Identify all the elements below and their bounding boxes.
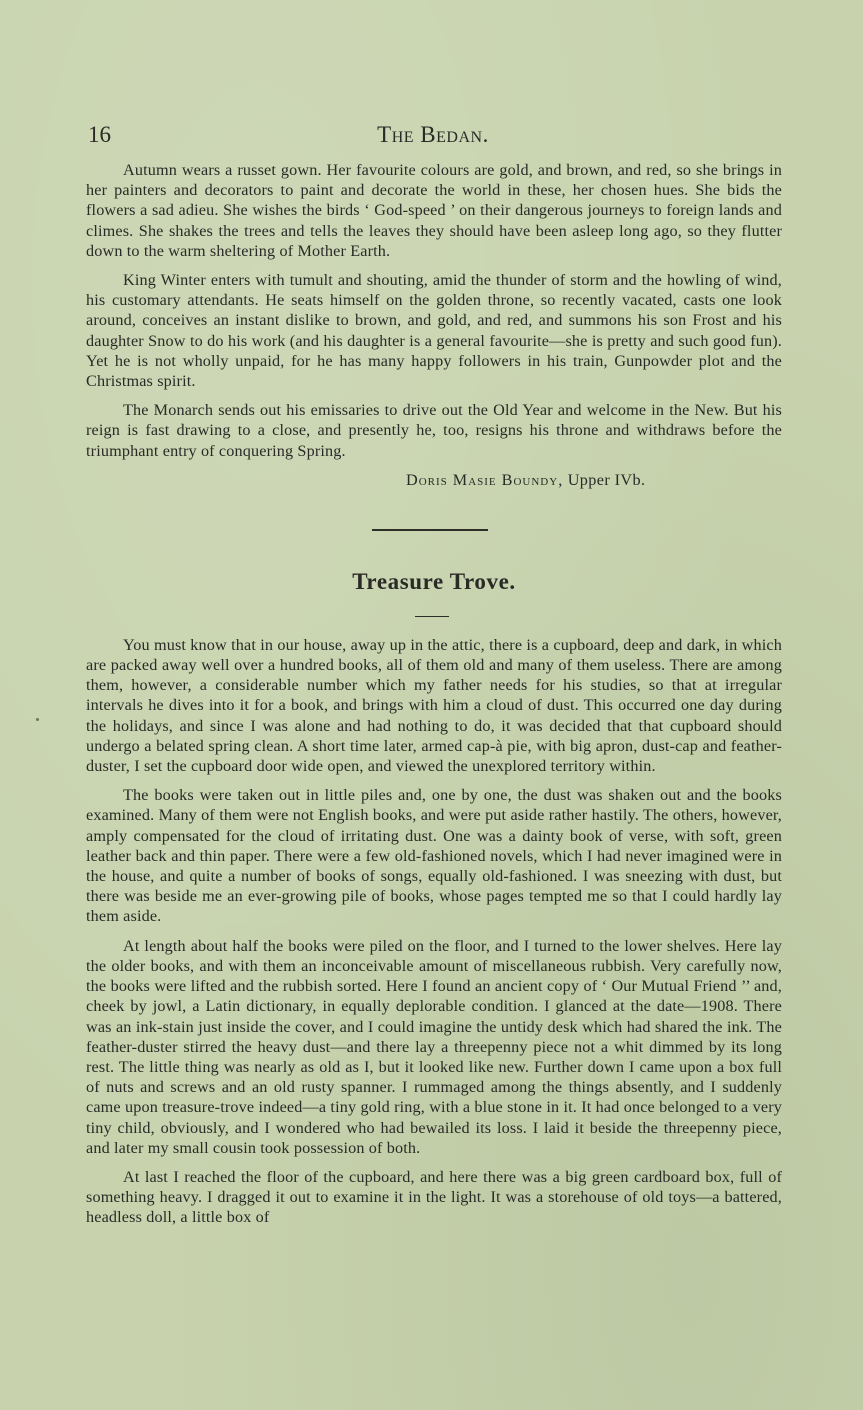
article-paragraph: The books were taken out in little piles and, one by one, the dust was shaken out and the books examined. Many of them were not English books, and were put aside rather hastily. The others, however, amply compensated for the cloud of irritating dust. One was a dainty book of verse, with soft, green leather back and thin paper. There were a few old-fashioned novels, which I had never imagined were in the house, and quite a number of books of songs, equally old-fashioned. I was sneezing with dust, but there was beside me an ever-growing pile of books, whose pages tempted me so that I could hardly lay them aside. xyxy=(86,786,782,926)
essay-paragraph: Autumn wears a russet gown. Her favourite colours are gold, and brown, and red, so she brings in her painters and decorators to paint and decorate the world in these, her chosen hues. She bids the flowers a sad adieu. She wishes the birds ‘ God-speed ’ on their dangerous journeys to foreign lands and climes. She shakes the trees and tells the leaves they should have been asleep long ago, so they flutter down to the warm sheltering of Mother Earth. xyxy=(86,161,782,260)
seasons-essay xyxy=(86,160,782,490)
article-title: Treasure Trove. xyxy=(352,568,516,594)
treasure-trove-article xyxy=(86,635,782,1228)
essay-paragraph: King Winter enters with tumult and shouting, amid the thunder of storm and the howling of wind, his customary attendants. He seats himself on the golden throne, so recently vacated, casts one look around, conceives an instant dislike to brown, and gold, and red, and summons his son Frost and his daughter Snow to do his work (and his daughter is a general favourite—she is pretty and such good fun). Yet he is not wholly unpaid, for he has many happy followers in his train, Gunpowder plot and the Christmas spirit. xyxy=(86,271,782,391)
section-divider xyxy=(372,529,488,531)
running-head xyxy=(88,122,778,154)
essay-paragraph: The Monarch sends out his emissaries to drive out the Old Year and welcome in the New. But his reign is fast drawing to a close, and presently he, too, resigns his throne and withdraws before the triumphant entry of conquering Spring. xyxy=(86,401,782,460)
author-form: Upper IVb. xyxy=(567,470,646,489)
journal-title: The Bedan. xyxy=(377,122,489,147)
page-number: 16 xyxy=(88,122,111,147)
article-paragraph: At length about half the books were piled on the floor, and I turned to the lower shelves. Here lay the older books, and with them an inconceivable amount of miscellaneous rubbish. Very carefully now, the books were lifted and the rubbish sorted. Here I found an ancient copy of ‘ Our Mutual Friend ’’ and, cheek by jowl, a Latin dictionary, in equally deplorable condition. I glanced at the date—1908. There was an ink-stain just inside the cover, and I could imagine the untidy desk which had shared the ink. The feather-duster stirred the heavy dust—and there lay a threepenny piece not a whit dimmed by its long rest. The little thing was nearly as old as I, but it looked like new. Further down I came upon a box full of nuts and screws and an old rusty spanner. I rummaged among the things absently, and I suddenly came upon treasure-trove indeed—a tiny gold ring, with a blue stone in it. It had once belonged to a very tiny child, obviously, and I wondered who had bewailed its loss. I laid it beside the threepenny piece, and later my small cousin took possession of both. xyxy=(86,936,782,1157)
article-paragraph: At last I reached the floor of the cupboard, and here there was a big green cardboard box, full of something heavy. I dragged it out to examine it in the light. It was a storehouse of old toys—a battered, headless doll, a little box of xyxy=(86,1167,782,1227)
page-body xyxy=(86,160,782,1237)
author-signature xyxy=(86,470,782,490)
article-paragraph: You must know that in our house, away up in the attic, there is a cupboard, deep and dark, in which are packed away well over a hundred books, all of them old and many of them useless. There are among them, however, a considerable number which my father needs for his studies, so that at irregular intervals he dives into it for a book, and brings with him a cloud of dust. This occurred one day during the holidays, and since I was alone and had nothing to do, it was decided that that cupboard should undergo a belated spring clean. A short time later, armed cap-à pie, with big apron, dust-cap and feather-duster, I set the cupboard door wide open, and viewed the unexplored territory within. xyxy=(86,635,782,776)
title-rule xyxy=(415,616,449,617)
margin-mark xyxy=(36,718,39,721)
author-name: Doris Masie Boundy, xyxy=(406,470,564,489)
